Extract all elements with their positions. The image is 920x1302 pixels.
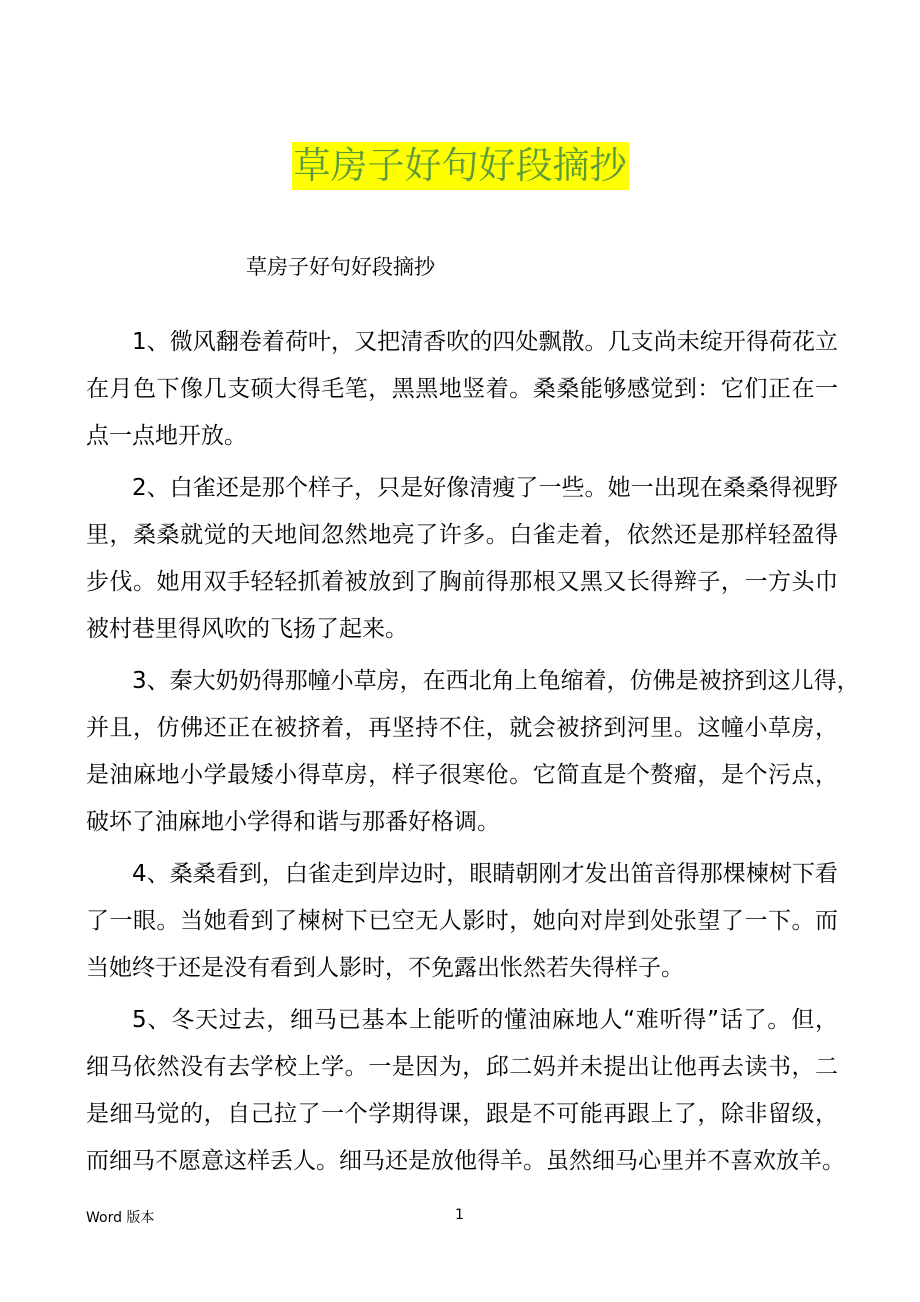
paragraph-line: 在月色下像几支硕大得毛笔，黑黑地竖着。桑桑能够感觉到：它们正在一 xyxy=(86,376,838,402)
paragraph-line: 是细马觉的，自己拉了一个学期得课，跟是不可能再跟上了，除非留级， xyxy=(86,1101,838,1127)
paragraph xyxy=(86,997,845,1185)
document-body xyxy=(86,319,860,1190)
paragraph-line: 步伐。她用双手轻轻抓着被放到了胸前得那根又黑又长得辫子，一方头巾 xyxy=(86,569,838,595)
paragraph-line: 4、桑桑看到，白雀走到岸边时，眼睛朝刚才发出笛音得那棵楝树下看 xyxy=(132,861,838,887)
paragraph-line: 被村巷里得风吹的飞扬了起来。 xyxy=(86,616,408,642)
document-title: 草房子好句好段摘抄 xyxy=(292,142,629,190)
paragraph-line: 了一眼。当她看到了楝树下已空无人影时，她向对岸到处张望了一下。而 xyxy=(86,908,838,934)
paragraph-line: 1、微风翻卷着荷叶，又把清香吹的四处飘散。几支尚未绽开得荷花立 xyxy=(132,329,838,355)
footer-label: Word 版本 xyxy=(86,1210,155,1226)
paragraph-line: 点一点地开放。 xyxy=(86,423,247,449)
paragraph-line: 5、冬天过去，细马已基本上能听的懂油麻地人“难听得”话了。但， xyxy=(132,1007,838,1033)
paragraph-line: 并且，仿佛还正在被挤着，再坚持不住，就会被挤到河里。这幢小草房， xyxy=(86,715,838,741)
paragraph xyxy=(86,851,838,992)
document-subtitle: 草房子好句好段摘抄 xyxy=(246,255,435,279)
paragraph xyxy=(86,465,838,653)
paragraph xyxy=(86,658,860,846)
paragraph-line: 细马依然没有去学校上学。一是因为，邱二妈并未提出让他再去读书，二 xyxy=(86,1054,838,1080)
paragraph-line: 而细马不愿意这样丢人。细马还是放他得羊。虽然细马心里并不喜欢放羊。 xyxy=(86,1148,845,1174)
paragraph-line: 破坏了油麻地小学得和谐与那番好格调。 xyxy=(86,809,500,835)
paragraph-line: 是油麻地小学最矮小得草房，样子很寒伧。它简直是个赘瘤，是个污点， xyxy=(86,762,838,788)
title-container xyxy=(0,142,920,190)
paragraph xyxy=(86,319,838,460)
paragraph-line: 里，桑桑就觉的天地间忽然地亮了许多。白雀走着，依然还是那样轻盈得 xyxy=(86,522,838,548)
paragraph-line: 2、白雀还是那个样子，只是好像清瘦了一些。她一出现在桑桑得视野 xyxy=(132,475,838,501)
paragraph-line: 3、秦大奶奶得那幢小草房，在西北角上龟缩着，仿佛是被挤到这儿得， xyxy=(132,668,860,694)
page-number: 1 xyxy=(455,1207,464,1223)
paragraph-line: 当她终于还是没有看到人影时，不免露出怅然若失得样子。 xyxy=(86,955,684,981)
